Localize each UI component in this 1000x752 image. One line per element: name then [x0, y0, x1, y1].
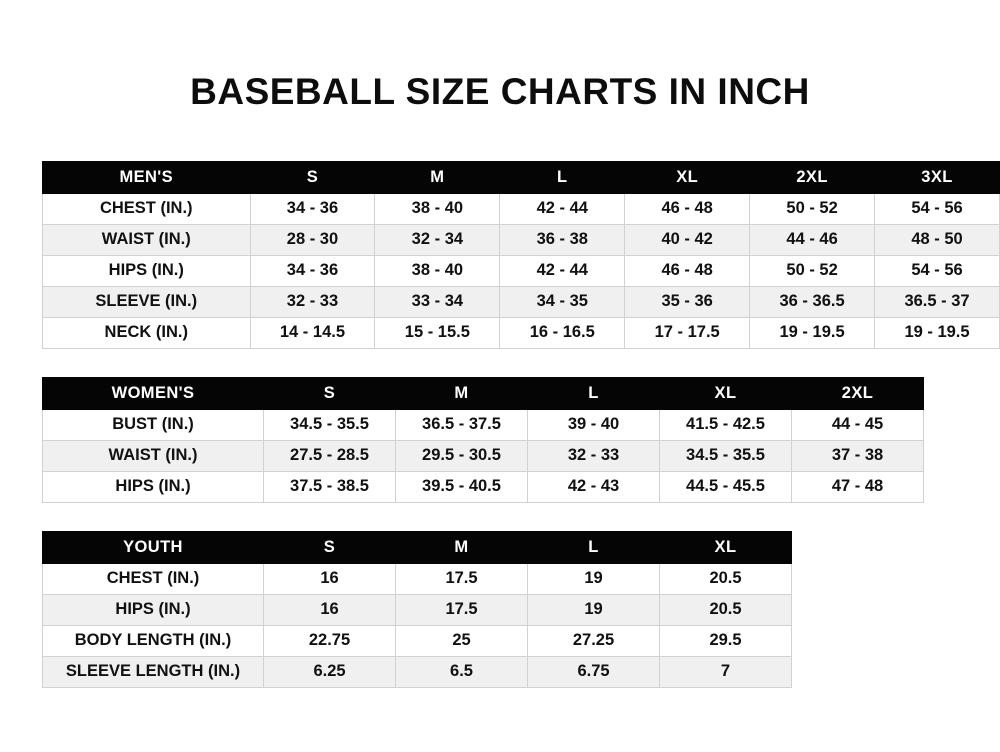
table-row [43, 224, 1000, 255]
column-header-xl: XL [660, 531, 792, 563]
measurement-cell: 16 - 16.5 [500, 317, 625, 348]
table-title-cell: YOUTH [43, 531, 264, 563]
column-header-m: M [375, 161, 500, 193]
row-label: HIPS (IN.) [43, 594, 264, 625]
table-row [43, 625, 792, 656]
measurement-cell: 38 - 40 [375, 255, 500, 286]
measurement-cell: 32 - 34 [375, 224, 500, 255]
measurement-cell: 37.5 - 38.5 [264, 471, 396, 502]
column-header-s: S [264, 377, 396, 409]
measurement-cell: 41.5 - 42.5 [660, 409, 792, 440]
measurement-cell: 17.5 [396, 594, 528, 625]
row-label: SLEEVE LENGTH (IN.) [43, 656, 264, 687]
measurement-cell: 36 - 36.5 [750, 286, 875, 317]
measurement-cell: 36.5 - 37 [875, 286, 1000, 317]
row-label: BODY LENGTH (IN.) [43, 625, 264, 656]
measurement-cell: 25 [396, 625, 528, 656]
row-label: CHEST (IN.) [43, 563, 264, 594]
measurement-cell: 16 [264, 563, 396, 594]
measurement-cell: 42 - 44 [500, 255, 625, 286]
table-row [43, 440, 924, 471]
measurement-cell: 44.5 - 45.5 [660, 471, 792, 502]
column-header-l: L [528, 531, 660, 563]
row-label: CHEST (IN.) [43, 193, 251, 224]
measurement-cell: 14 - 14.5 [250, 317, 375, 348]
measurement-cell: 46 - 48 [625, 193, 750, 224]
measurement-cell: 20.5 [660, 594, 792, 625]
table-row [43, 317, 1000, 348]
measurement-cell: 27.5 - 28.5 [264, 440, 396, 471]
size-table-youth [42, 531, 792, 688]
size-table-men-s [42, 161, 1000, 349]
column-header-s: S [250, 161, 375, 193]
measurement-cell: 20.5 [660, 563, 792, 594]
size-charts-container [0, 161, 1000, 688]
measurement-cell: 54 - 56 [875, 255, 1000, 286]
measurement-cell: 34 - 36 [250, 193, 375, 224]
table-title-cell: WOMEN'S [43, 377, 264, 409]
measurement-cell: 22.75 [264, 625, 396, 656]
table-row [43, 409, 924, 440]
measurement-cell: 19 [528, 594, 660, 625]
measurement-cell: 36 - 38 [500, 224, 625, 255]
measurement-cell: 46 - 48 [625, 255, 750, 286]
row-label: WAIST (IN.) [43, 440, 264, 471]
measurement-cell: 6.5 [396, 656, 528, 687]
measurement-cell: 50 - 52 [750, 255, 875, 286]
measurement-cell: 44 - 45 [792, 409, 924, 440]
measurement-cell: 29.5 - 30.5 [396, 440, 528, 471]
measurement-cell: 33 - 34 [375, 286, 500, 317]
column-header-m: M [396, 531, 528, 563]
column-header-m: M [396, 377, 528, 409]
measurement-cell: 7 [660, 656, 792, 687]
measurement-cell: 44 - 46 [750, 224, 875, 255]
measurement-cell: 29.5 [660, 625, 792, 656]
measurement-cell: 38 - 40 [375, 193, 500, 224]
measurement-cell: 17 - 17.5 [625, 317, 750, 348]
measurement-cell: 40 - 42 [625, 224, 750, 255]
measurement-cell: 17.5 [396, 563, 528, 594]
measurement-cell: 19 [528, 563, 660, 594]
measurement-cell: 16 [264, 594, 396, 625]
measurement-cell: 32 - 33 [528, 440, 660, 471]
row-label: HIPS (IN.) [43, 255, 251, 286]
measurement-cell: 50 - 52 [750, 193, 875, 224]
measurement-cell: 54 - 56 [875, 193, 1000, 224]
measurement-cell: 6.75 [528, 656, 660, 687]
measurement-cell: 47 - 48 [792, 471, 924, 502]
measurement-cell: 34.5 - 35.5 [660, 440, 792, 471]
column-header-2xl: 2XL [750, 161, 875, 193]
column-header-l: L [528, 377, 660, 409]
table-row [43, 656, 792, 687]
measurement-cell: 34 - 35 [500, 286, 625, 317]
table-title-cell: MEN'S [43, 161, 251, 193]
measurement-cell: 34.5 - 35.5 [264, 409, 396, 440]
measurement-cell: 15 - 15.5 [375, 317, 500, 348]
measurement-cell: 42 - 43 [528, 471, 660, 502]
table-header-row [43, 531, 792, 563]
measurement-cell: 32 - 33 [250, 286, 375, 317]
row-label: SLEEVE (IN.) [43, 286, 251, 317]
page-title: BASEBALL SIZE CHARTS IN INCH [190, 71, 810, 112]
column-header-2xl: 2XL [792, 377, 924, 409]
row-label: NECK (IN.) [43, 317, 251, 348]
measurement-cell: 39 - 40 [528, 409, 660, 440]
measurement-cell: 34 - 36 [250, 255, 375, 286]
row-label: WAIST (IN.) [43, 224, 251, 255]
column-header-l: L [500, 161, 625, 193]
measurement-cell: 6.25 [264, 656, 396, 687]
table-header-row [43, 161, 1000, 193]
row-label: BUST (IN.) [43, 409, 264, 440]
measurement-cell: 28 - 30 [250, 224, 375, 255]
column-header-xl: XL [660, 377, 792, 409]
measurement-cell: 37 - 38 [792, 440, 924, 471]
table-row [43, 286, 1000, 317]
measurement-cell: 36.5 - 37.5 [396, 409, 528, 440]
table-row [43, 563, 792, 594]
table-row [43, 471, 924, 502]
column-header-s: S [264, 531, 396, 563]
column-header-xl: XL [625, 161, 750, 193]
table-row [43, 193, 1000, 224]
measurement-cell: 19 - 19.5 [750, 317, 875, 348]
row-label: HIPS (IN.) [43, 471, 264, 502]
table-row [43, 255, 1000, 286]
measurement-cell: 35 - 36 [625, 286, 750, 317]
size-table-women-s [42, 377, 924, 503]
measurement-cell: 48 - 50 [875, 224, 1000, 255]
measurement-cell: 39.5 - 40.5 [396, 471, 528, 502]
measurement-cell: 19 - 19.5 [875, 317, 1000, 348]
table-header-row [43, 377, 924, 409]
measurement-cell: 42 - 44 [500, 193, 625, 224]
measurement-cell: 27.25 [528, 625, 660, 656]
table-row [43, 594, 792, 625]
column-header-3xl: 3XL [875, 161, 1000, 193]
